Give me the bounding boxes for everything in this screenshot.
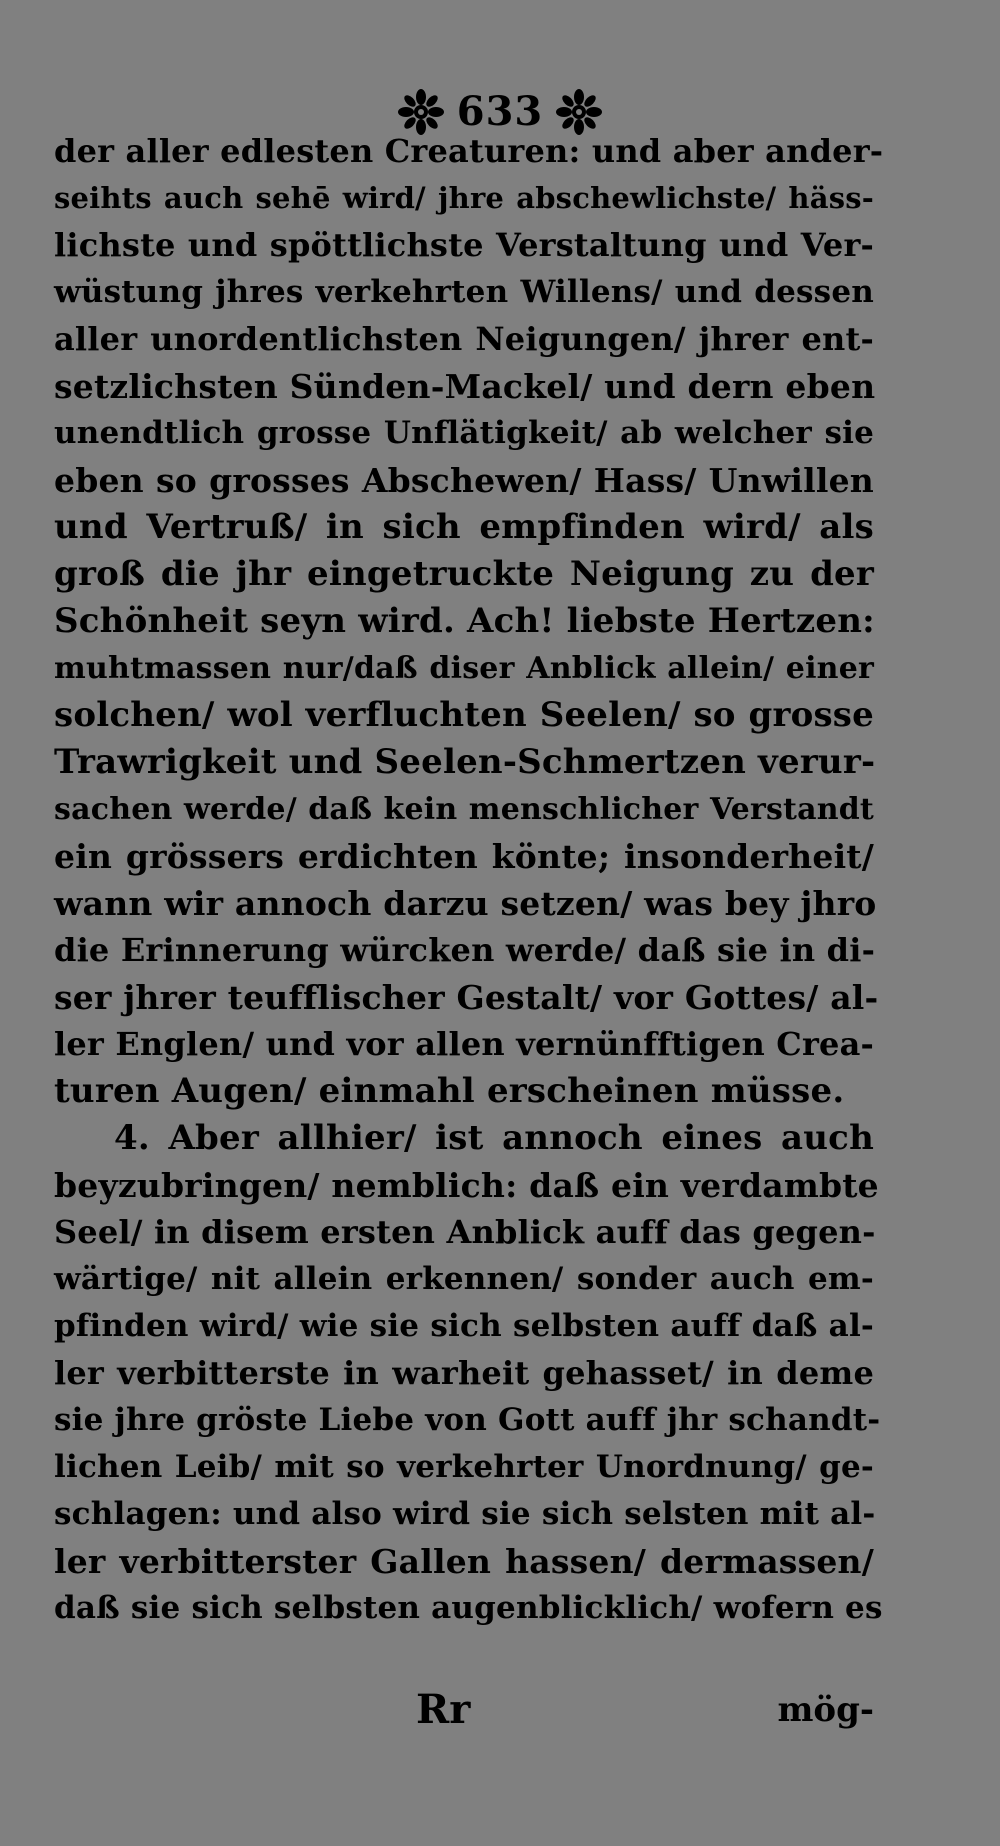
text-line: Schönheit seyn wird. Ach! liebste Hertzen: (54, 601, 875, 641)
text-line: eben so grosses Abschewen/ Hass/ Unwillen (54, 461, 874, 500)
text-line: daß sie sich selbsten augenblicklich/ wofern es (54, 1590, 883, 1626)
body-text (54, 128, 884, 1632)
text-line: seihts auch sehē wird/ jhre abschewlichste/ häss- (54, 181, 874, 215)
text-line: lichste und spöttlichste Verstaltung und Ver- (54, 226, 874, 264)
text-line: solchen/ wol verfluchten Seelen/ so grosse (54, 695, 874, 735)
text-line: ler verbitterster Gallen hassen/ dermassen/ (54, 1542, 874, 1581)
text-line: schlagen: und also wird sie sich selsten mit al- (54, 1496, 876, 1532)
text-line: turen Augen/ einmahl erscheinen müsse. (54, 1071, 845, 1111)
text-line: ler Englen/ und vor allen vernünfftigen Crea- (54, 1025, 874, 1063)
text-line: ein grössers erdichten könte; insonderheit/ (54, 837, 874, 876)
page-number: 633 (456, 88, 544, 135)
text-line: ler verbitterste in warheit gehasset/ in deme (54, 1354, 874, 1392)
text-line: wüstung jhres verkehrten Willens/ und dessen (54, 274, 874, 310)
text-line: unendtlich grosse Unflätigkeit/ ab welcher sie (54, 415, 874, 451)
text-line: sie jhre gröste Liebe von Gott auff jhr schandt- (54, 1402, 881, 1438)
text-line: und Vertruß/ in sich empfinden wird/ als (54, 507, 874, 547)
page-footer (54, 1680, 874, 1740)
text-line: muhtmassen nur/daß diser Anblick allein/ einer (54, 651, 874, 686)
text-line: groß die jhr eingetruckte Neigung zu der (54, 554, 874, 594)
text-line: der aller edlesten Creaturen: und aber ander- (54, 132, 884, 170)
paragraph-start-line: 4. Aber allhier/ ist annoch eines auch (114, 1118, 874, 1158)
text-line: setzlichsten Sünden-Mackel/ und dern eben (54, 367, 876, 406)
text-line: beyzubringen/ nemblich: daß ein verdambte (54, 1166, 879, 1205)
text-line: aller unordentlichsten Neigungen/ jhrer ent- (54, 320, 874, 358)
text-line: wärtige/ nit allein erkennen/ sonder auch em- (54, 1261, 874, 1297)
text-line: Trawrigkeit und Seelen-Schmertzen verur- (54, 742, 876, 782)
text-line: pfinden wird/ wie sie sich selbsten auff daß al- (54, 1308, 874, 1344)
text-line: wann wir annoch darzu setzen/ was bey jhro (54, 884, 877, 923)
text-line: sachen werde/ daß kein menschlicher Verstandt (54, 792, 874, 827)
text-line: ser jhrer teufflischer Gestalt/ vor Gottes/ al- (54, 978, 879, 1017)
text-line: die Erinnerung würcken werde/ daß sie in di- (54, 931, 876, 969)
text-line: lichen Leib/ mit so verkehrter Unordnung/ ge- (54, 1449, 874, 1485)
text-line: Seel/ in disem ersten Anblick auff das gegen- (54, 1213, 876, 1251)
signature-mark: Rr (416, 1686, 471, 1733)
catchword: mög- (777, 1690, 874, 1730)
